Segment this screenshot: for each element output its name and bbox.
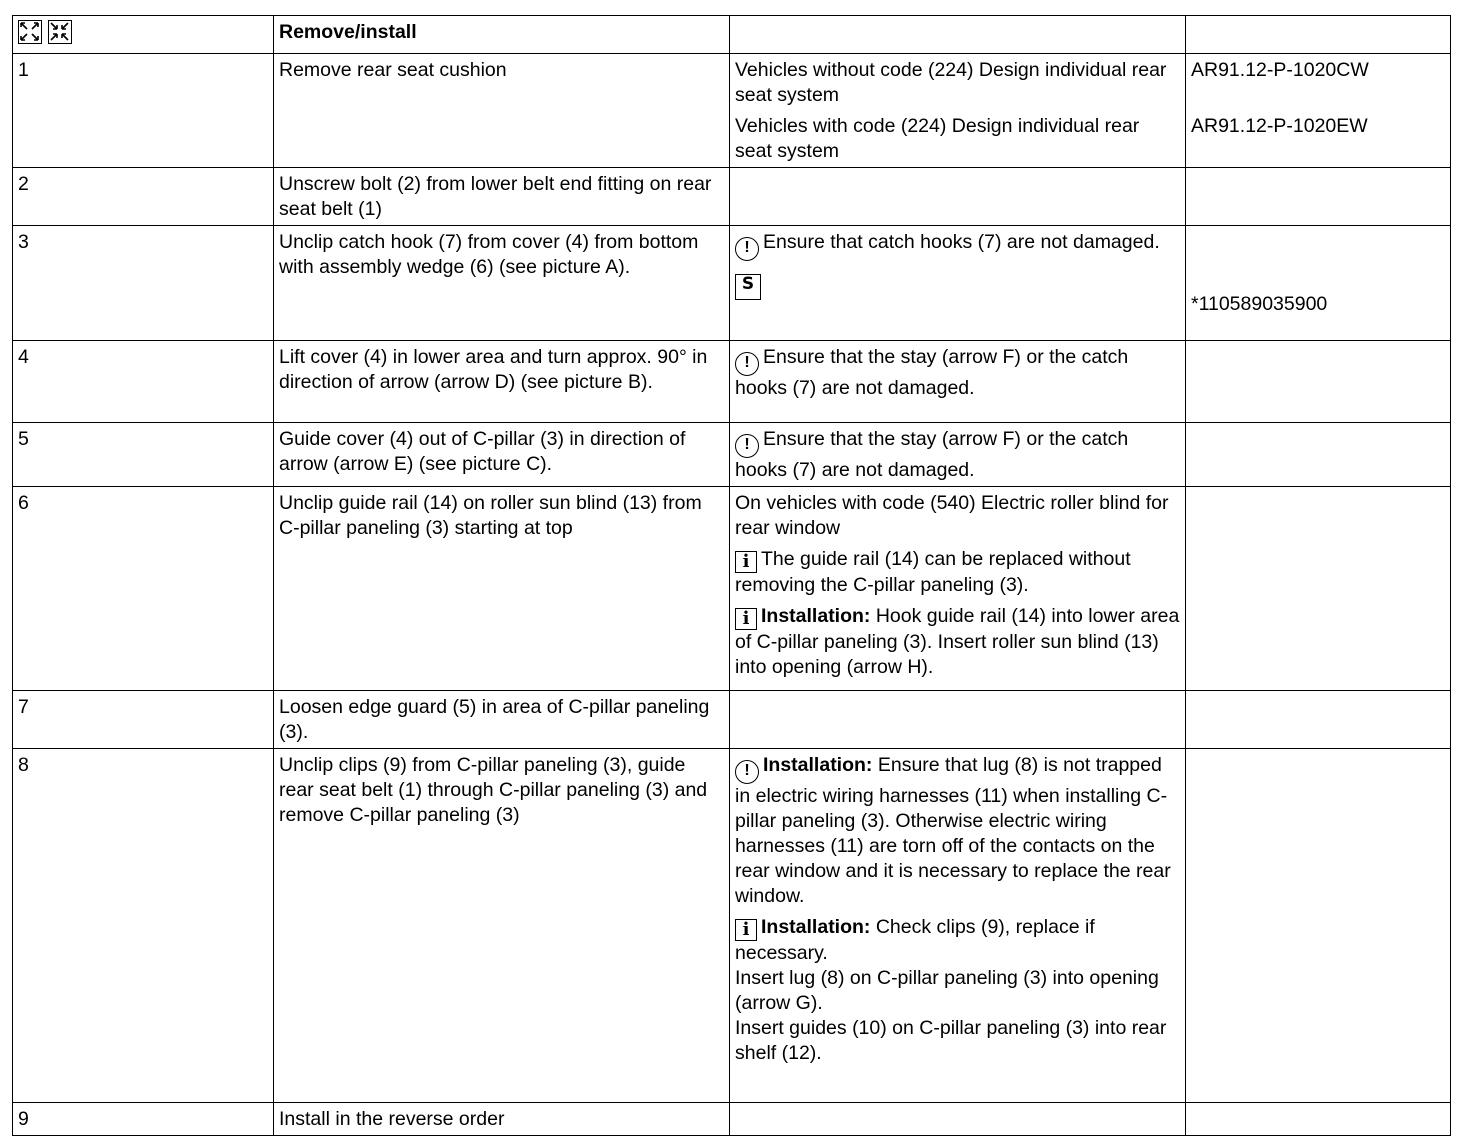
step-refs [1186, 487, 1451, 691]
warning-icon: ! [735, 760, 759, 784]
info-note [735, 604, 1180, 680]
header-empty-cell-3 [730, 16, 1186, 54]
step-notes [730, 168, 1186, 226]
step-action: Loosen edge guard (5) in area of C-pillar paneling (3). [274, 691, 730, 749]
info-label: Installation: [761, 605, 871, 627]
step-number: 8 [13, 749, 274, 1103]
warning-note [735, 230, 1180, 261]
table-row [13, 168, 1451, 226]
info-text: Check clips (9), replace if necessary. [735, 916, 1095, 964]
step-number: 9 [13, 1103, 274, 1136]
info-icon: i [735, 919, 757, 941]
warning-note [735, 753, 1180, 909]
step-action: Guide cover (4) out of C-pillar (3) in direction of arrow (arrow E) (see picture C). [274, 423, 730, 487]
step-action: Unclip catch hook (7) from cover (4) from bottom with assembly wedge (6) (see picture A). [274, 226, 730, 341]
warning-label: Installation: [763, 754, 873, 776]
table-row [13, 749, 1451, 1103]
reference-link[interactable]: AR91.12-P-1020EW [1191, 115, 1368, 137]
step-number: 6 [13, 487, 274, 691]
note-text: Insert lug (8) on C-pillar paneling (3) into opening (arrow G). [735, 967, 1159, 1014]
table-header-row [13, 16, 1451, 54]
note-text: Insert guides (10) on C-pillar paneling (3) into rear shelf (12). [735, 1017, 1167, 1064]
step-notes [730, 487, 1186, 691]
header-title: Remove/install [274, 16, 730, 54]
table-row [13, 691, 1451, 749]
warning-text: Ensure that catch hooks (7) are not damaged. [763, 231, 1160, 253]
info-text: Hook guide rail (14) into lower area of C-pillar paneling (3). Insert roller sun blind (13) into opening (arrow H). [735, 605, 1180, 678]
table-row [13, 226, 1451, 341]
step-notes [730, 1103, 1186, 1136]
step-refs [1186, 168, 1451, 226]
step-number: 4 [13, 341, 274, 423]
step-number: 3 [13, 226, 274, 341]
step-refs [1186, 423, 1451, 487]
step-refs [1186, 226, 1451, 341]
procedure-table [12, 15, 1451, 1136]
warning-text: Ensure that the stay (arrow F) or the catch hooks (7) are not damaged. [735, 346, 1129, 399]
step-action: Remove rear seat cushion [274, 54, 730, 168]
step-notes [730, 749, 1186, 1103]
step-number: 5 [13, 423, 274, 487]
info-note [735, 547, 1180, 598]
step-notes [730, 54, 1186, 168]
info-icon: i [735, 551, 757, 573]
info-text: The guide rail (14) can be replaced without removing the C-pillar paneling (3). [735, 548, 1131, 596]
warning-icon: ! [735, 352, 759, 376]
warning-icon: ! [735, 237, 759, 261]
note-text: Vehicles without code (224) Design individual rear seat system [735, 59, 1167, 106]
step-number: 7 [13, 691, 274, 749]
warning-note [735, 427, 1180, 483]
table-row [13, 423, 1451, 487]
step-refs [1186, 691, 1451, 749]
warning-text: Ensure that the stay (arrow F) or the catch hooks (7) are not damaged. [735, 428, 1129, 481]
table-row [13, 341, 1451, 423]
special-tool-icon: S [735, 274, 761, 300]
reference-link[interactable]: AR91.12-P-1020CW [1191, 59, 1369, 81]
step-notes [730, 226, 1186, 341]
step-action: Unscrew bolt (2) from lower belt end fitting on rear seat belt (1) [274, 168, 730, 226]
collapse-icon[interactable] [48, 20, 72, 44]
expand-icon[interactable] [18, 20, 42, 44]
step-notes [730, 341, 1186, 423]
header-empty-cell-4 [1186, 16, 1451, 54]
table-row [13, 1103, 1451, 1136]
header-icons-cell [13, 16, 274, 54]
step-refs [1186, 1103, 1451, 1136]
note-text: On vehicles with code (540) Electric roller blind for rear window [735, 492, 1169, 539]
warning-note [735, 345, 1180, 401]
table-row [13, 487, 1451, 691]
step-refs [1186, 54, 1451, 168]
info-icon: i [735, 608, 757, 630]
note-text: Vehicles with code (224) Design individual rear seat system [735, 115, 1140, 162]
step-action: Unclip clips (9) from C-pillar paneling (3), guide rear seat belt (1) through C-pillar paneling (3) and remove C-pillar paneling (3) [274, 749, 730, 1103]
table-row [13, 54, 1451, 168]
step-notes [730, 423, 1186, 487]
step-action: Lift cover (4) in lower area and turn approx. 90° in direction of arrow (arrow D) (see picture B). [274, 341, 730, 423]
step-number: 2 [13, 168, 274, 226]
step-number: 1 [13, 54, 274, 168]
info-label: Installation: [761, 916, 871, 938]
step-refs [1186, 341, 1451, 423]
warning-icon: ! [735, 434, 759, 458]
step-notes [730, 691, 1186, 749]
step-action: Install in the reverse order [274, 1103, 730, 1136]
warning-text: Ensure that lug (8) is not trapped in electric wiring harnesses (11) when installing C-pillar paneling (3). Otherwise electric wiring harnesses (11) are torn off of the contacts on the rear window and it is necessary to replace the rear window. [735, 754, 1171, 907]
info-note [735, 915, 1180, 966]
step-refs [1186, 749, 1451, 1103]
step-action: Unclip guide rail (14) on roller sun blind (13) from C-pillar paneling (3) starting at top [274, 487, 730, 691]
tool-reference[interactable]: *110589035900 [1191, 293, 1328, 315]
